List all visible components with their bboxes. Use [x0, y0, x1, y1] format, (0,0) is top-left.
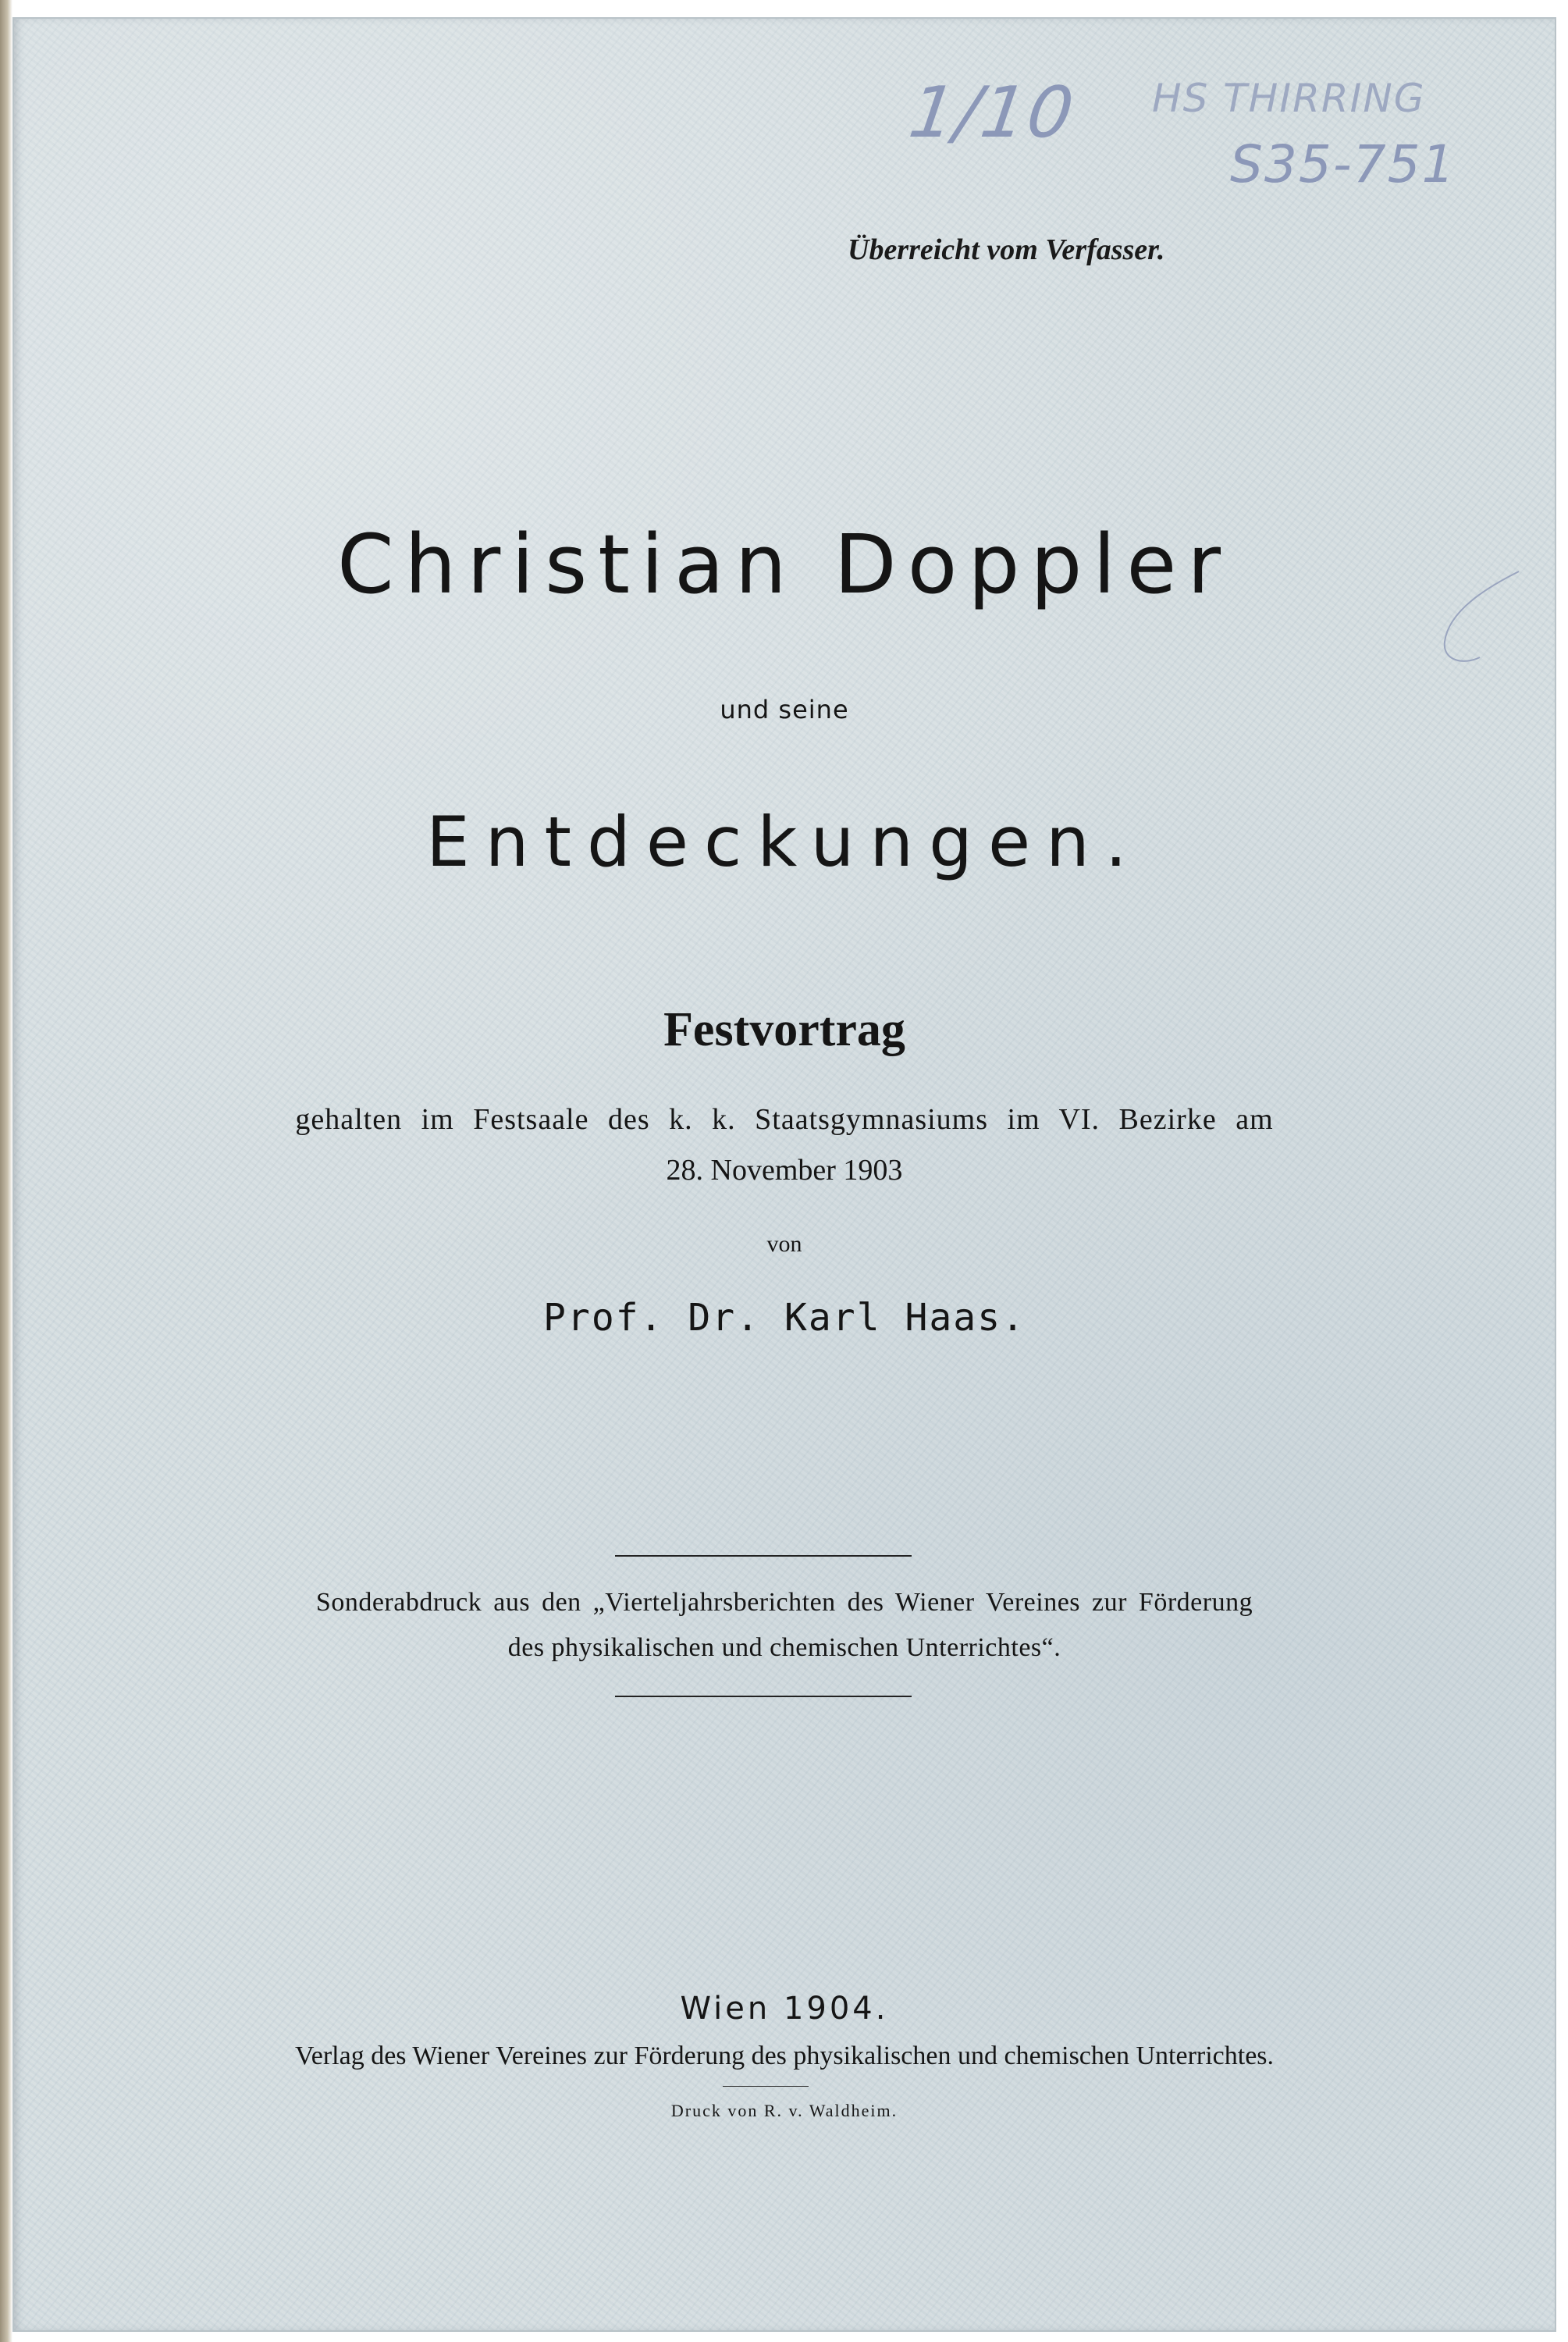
handwritten-catalog-number: S35-751: [1230, 134, 1456, 194]
lecture-date: 28. November 1903: [666, 1154, 903, 1187]
printer-divider: [723, 2086, 809, 2087]
presented-by-author-note: Überreicht vom Verfasser.: [848, 233, 1165, 266]
offprint-note-line-2: des physikalischen und chemischen Unterrichtes“.: [507, 1633, 1061, 1662]
handwritten-collection-name: HS THIRRING: [1152, 76, 1426, 121]
printer-line: Druck von R. v. Waldheim.: [670, 2101, 898, 2120]
byline-connector: von: [766, 1231, 802, 1257]
title-connector: und seine: [720, 695, 849, 724]
imprint-city-year: Wien 1904.: [680, 1991, 889, 2027]
title-subtitle: Entdeckungen.: [426, 802, 1143, 882]
binding-edge: [0, 0, 12, 2342]
title-main: Christian Doppler: [336, 517, 1232, 612]
lecture-occasion: gehalten im Festsaale des k. k. Staatsgymnasiums im VI. Bezirke am: [295, 1103, 1274, 1136]
pencil-scribble-icon: [1433, 564, 1527, 673]
divider-rule-top: [615, 1555, 912, 1557]
offprint-note-line-1: Sonderabdruck aus den „Vierteljahrsberichten des Wiener Vereines zur Förderung: [315, 1588, 1253, 1617]
handwritten-shelf-fraction: 1/10: [904, 72, 1080, 154]
author-name: Prof. Dr. Karl Haas.: [543, 1296, 1026, 1340]
divider-rule-bottom: [615, 1696, 912, 1697]
lecture-type-heading: Festvortrag: [663, 1003, 905, 1056]
publisher-line: Verlag des Wiener Vereines zur Förderung des physikalischen und chemischen Unterrichtes.: [294, 2041, 1275, 2070]
title-page: [12, 17, 1556, 2332]
